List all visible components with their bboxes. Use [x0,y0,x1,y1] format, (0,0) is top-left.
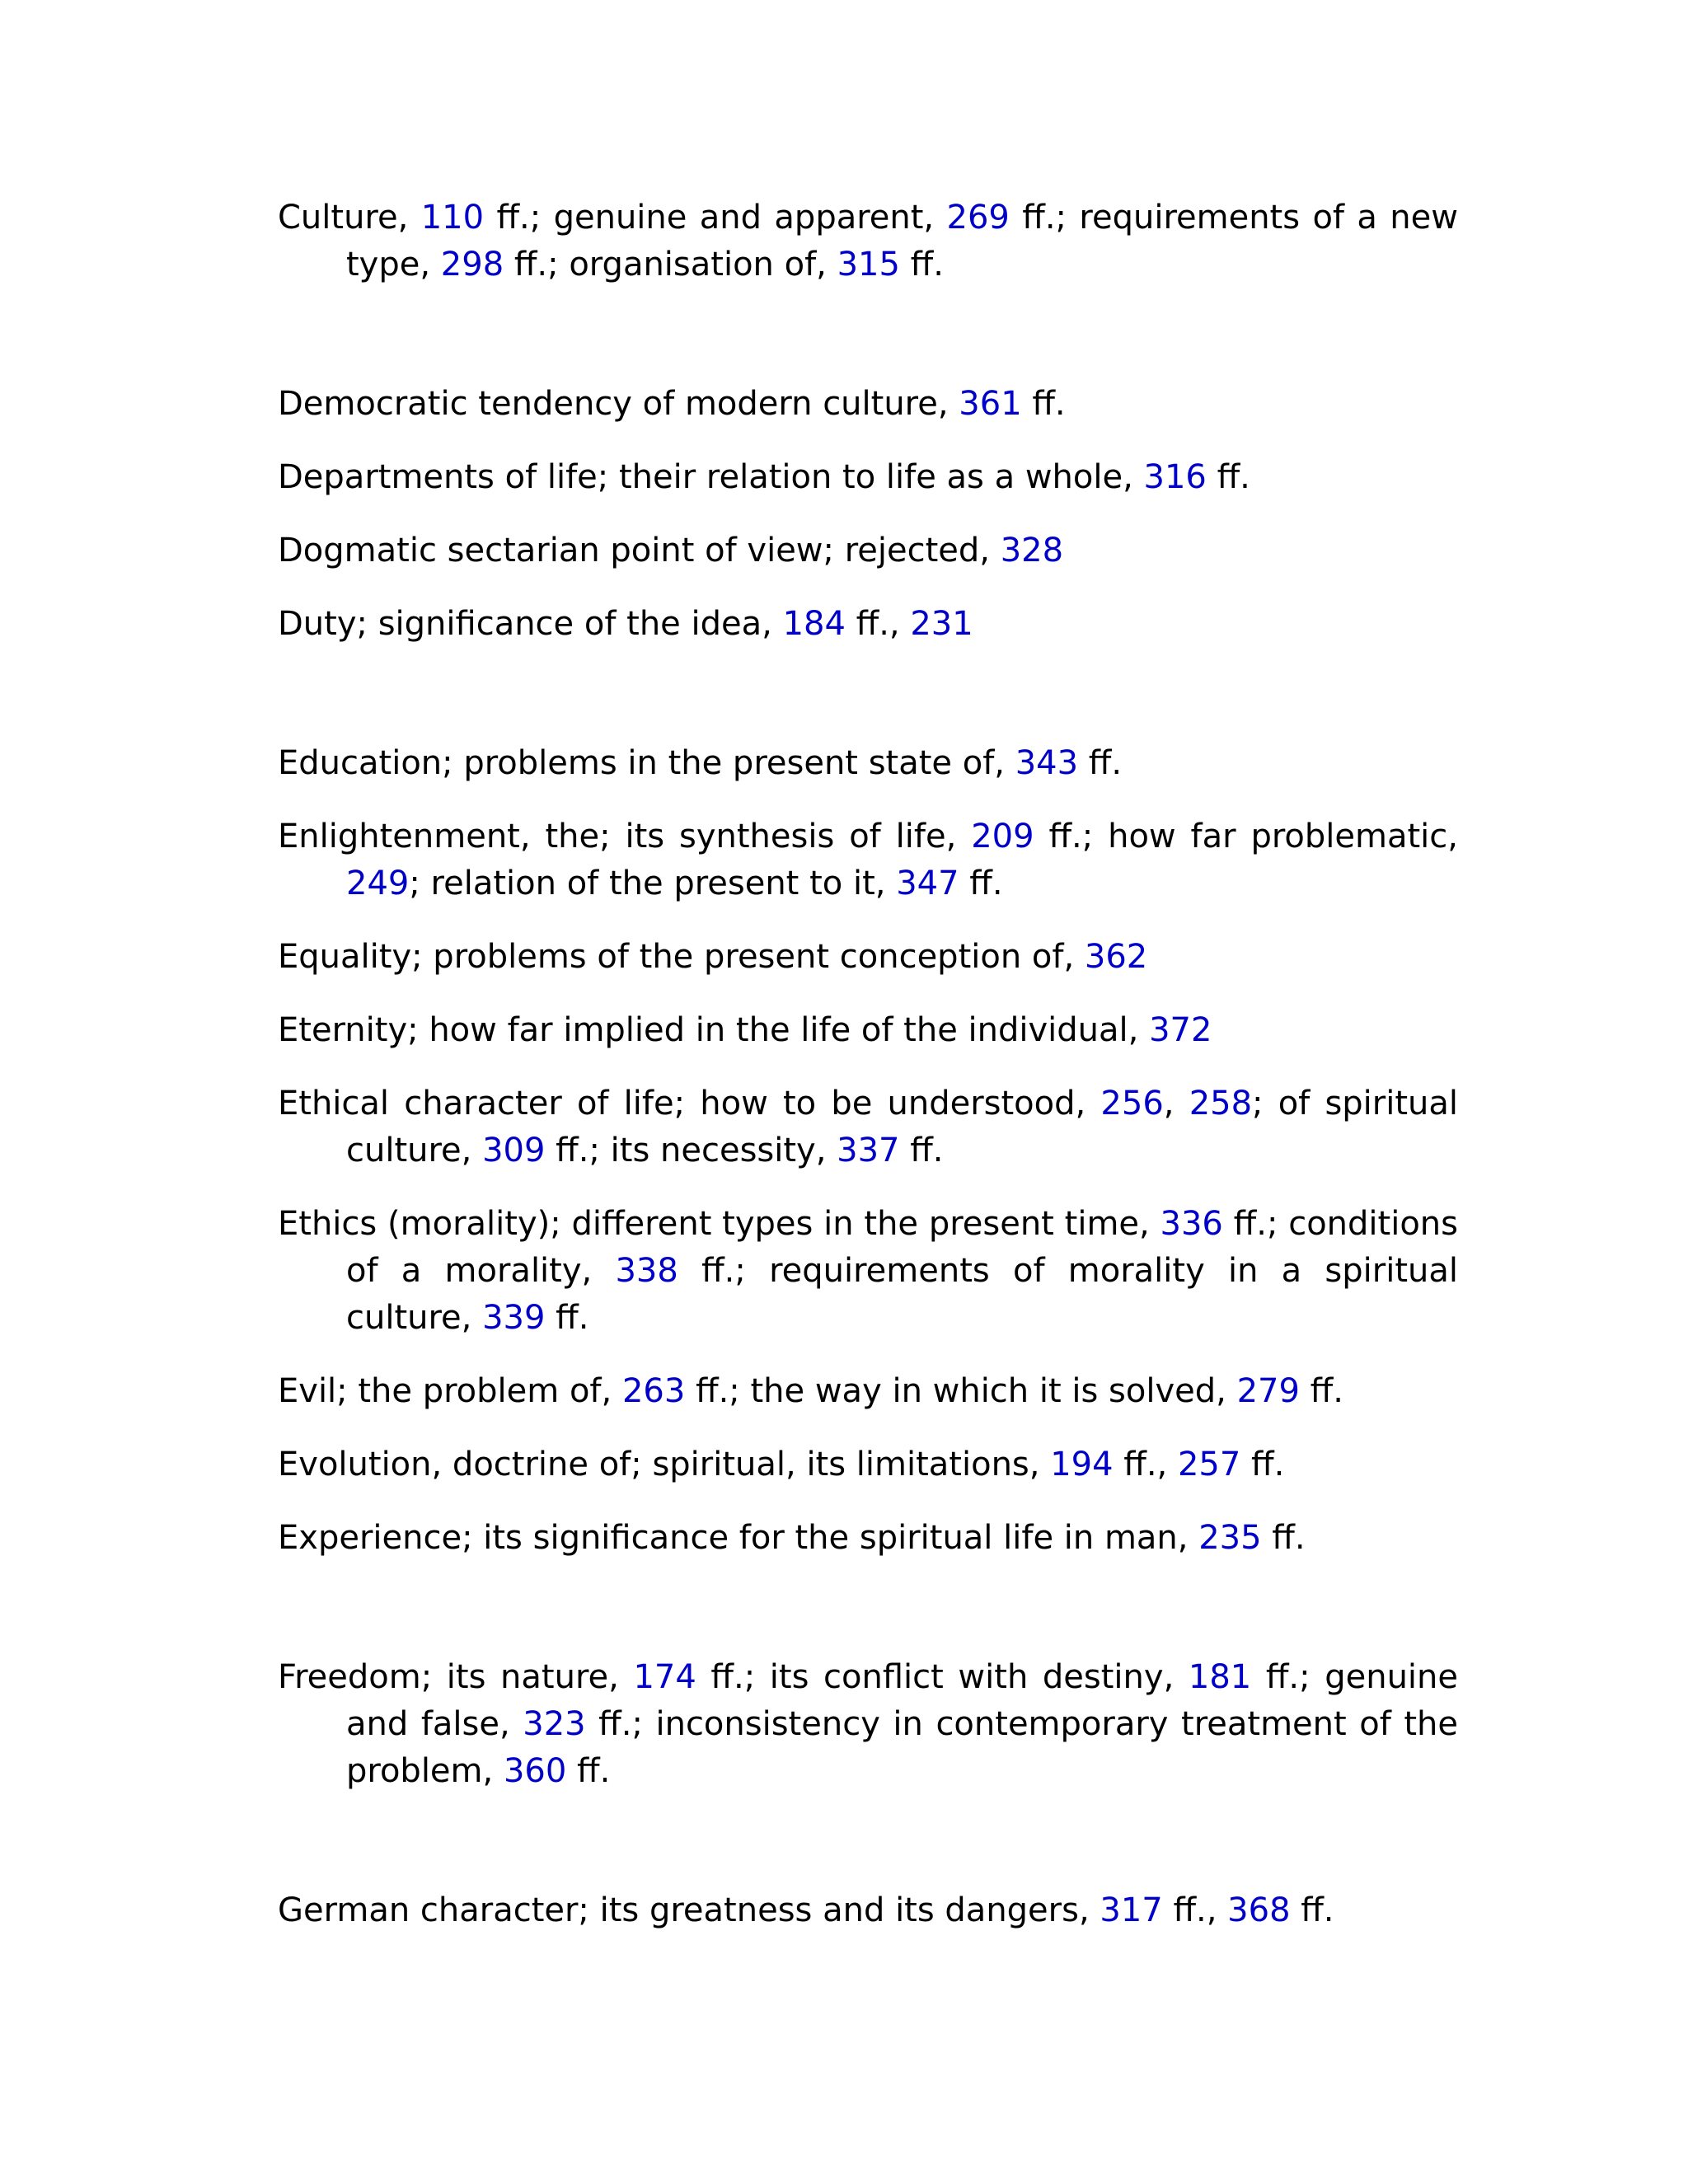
page-reference-link[interactable]: 338 [615,1252,678,1290]
page-reference-link[interactable]: 339 [482,1299,546,1337]
entry-text: ff. [1206,458,1250,496]
entry-text: ff.; genuine and false, [346,1658,1458,1743]
entry-text: German character; its greatness and its dangers, [278,1891,1100,1929]
entry-text: ff. [1261,1519,1306,1557]
entry-text: Education; problems in the present state of, [278,744,1015,782]
entry-text: ; relation of the present to it, [409,865,897,902]
entry-text: Ethical character of life; how to be understood, [278,1085,1101,1122]
entry-text: ff.; its conflict with destiny, [696,1658,1189,1696]
index-entry [278,1654,1458,1795]
entry-text: Experience; its significance for the spiritual life in man, [278,1519,1199,1557]
index-list [278,194,1458,1961]
entry-text: ff.; requirements of a new type, [346,199,1458,284]
entry-text: ff. [899,246,944,284]
page-reference-link[interactable]: 257 [1177,1446,1241,1483]
entry-text: , [1163,1085,1189,1122]
page-reference-link[interactable]: 316 [1143,458,1207,496]
page-reference-link[interactable]: 372 [1149,1011,1212,1049]
page-reference-link[interactable]: 368 [1227,1891,1291,1929]
index-entry [278,1080,1458,1174]
page-reference-link[interactable]: 347 [896,865,959,902]
page-reference-link[interactable]: 256 [1100,1085,1164,1122]
index-entry [278,1368,1458,1415]
page-reference-link[interactable]: 184 [782,605,846,643]
entry-text: ff., [1113,1446,1178,1483]
entry-text: ff. [1021,385,1066,423]
page-reference-link[interactable]: 360 [503,1752,567,1790]
page-reference-link[interactable]: 174 [633,1658,696,1696]
entry-text: ff.; the way in which it is solved, [685,1372,1237,1410]
entry-text: ff.; conditions of a morality, [346,1205,1458,1290]
entry-text: ff. [1290,1891,1334,1929]
index-entry [278,194,1458,288]
entry-text: Departments of life; their relation to life as a whole, [278,458,1144,496]
page-reference-link[interactable]: 343 [1015,744,1079,782]
entry-text: Enlightenment, the; its synthesis of life, [278,818,972,855]
entry-text: Democratic tendency of modern culture, [278,385,959,423]
entry-text: ff.; its necessity, [545,1132,837,1169]
page-reference-link[interactable]: 231 [910,605,973,643]
entry-text: Evolution, doctrine of; spiritual, its limitations, [278,1446,1051,1483]
page-reference-link[interactable]: 181 [1188,1658,1252,1696]
entry-text: ff. [1299,1372,1343,1410]
entry-text: ff. [1240,1446,1285,1483]
entry-text: Ethics (morality); different types in the present time, [278,1205,1160,1243]
page-reference-link[interactable]: 279 [1236,1372,1300,1410]
page-reference-link[interactable]: 336 [1160,1205,1223,1243]
index-entry [278,454,1458,501]
page-reference-link[interactable]: 209 [971,818,1034,855]
page-reference-link[interactable]: 298 [440,246,504,284]
page-reference-link[interactable]: 309 [482,1132,546,1169]
page-reference-link[interactable]: 323 [523,1705,586,1743]
entry-text: ff., [1162,1891,1228,1929]
page-reference-link[interactable]: 194 [1050,1446,1114,1483]
entry-text: ff. [566,1752,611,1790]
page-reference-link[interactable]: 269 [946,199,1010,237]
index-entry [278,1201,1458,1342]
index-entry [278,1887,1458,1934]
entry-text: ff. [545,1299,589,1337]
entry-text: Freedom; its nature, [278,1658,634,1696]
page-reference-link[interactable]: 258 [1189,1085,1253,1122]
entry-text: Duty; significance of the idea, [278,605,783,643]
index-entry [278,527,1458,574]
index-entry [278,1441,1458,1488]
page-reference-link[interactable]: 249 [346,865,410,902]
index-entry [278,813,1458,907]
page-reference-link[interactable]: 362 [1084,938,1148,976]
page-reference-link[interactable]: 337 [837,1132,900,1169]
entry-text: ff., [845,605,911,643]
index-entry [278,1007,1458,1054]
page-reference-link[interactable]: 361 [959,385,1022,423]
index-entry [278,601,1458,648]
entry-text: ff.; how far problematic, [1034,818,1458,855]
entry-text: Dogmatic sectarian point of view; rejected, [278,532,1001,569]
entry-text: Eternity; how far implied in the life of the individual, [278,1011,1150,1049]
index-entry [278,934,1458,981]
entry-text: ff.; requirements of morality in a spiritual culture, [346,1252,1458,1337]
page-reference-link[interactable]: 328 [1000,532,1064,569]
page-reference-link[interactable]: 235 [1198,1519,1262,1557]
page-reference-link[interactable]: 317 [1100,1891,1163,1929]
index-entry [278,740,1458,787]
entry-text: ff.; inconsistency in contemporary treatment of the problem, [346,1705,1458,1790]
entry-text: Evil; the problem of, [278,1372,622,1410]
page-reference-link[interactable]: 110 [420,199,485,237]
entry-text: ff. [899,1132,944,1169]
index-entry [278,1515,1458,1562]
entry-text: ff. [959,865,1003,902]
page-reference-link[interactable]: 263 [621,1372,686,1410]
index-entry [278,381,1458,428]
entry-text: ff.; genuine and apparent, [484,199,947,237]
entry-text: ff. [1078,744,1123,782]
entry-text: Equality; problems of the present conception of, [278,938,1085,976]
entry-text: Culture, [278,199,421,237]
page-reference-link[interactable]: 315 [837,246,900,284]
entry-text: ff.; organisation of, [504,246,837,284]
entry-text: ; of spiritual culture, [346,1085,1459,1169]
